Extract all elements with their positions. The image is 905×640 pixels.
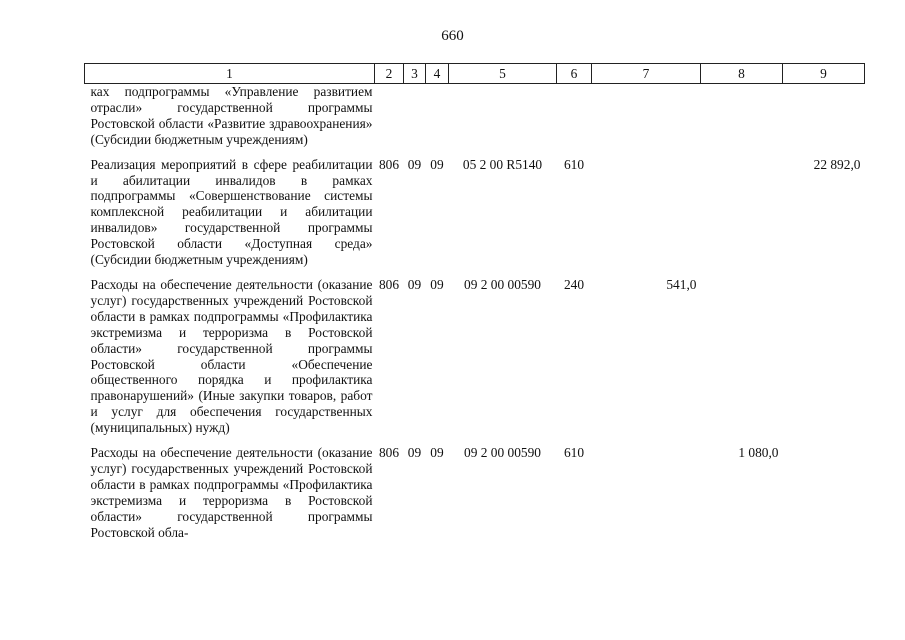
cell-col-6: 240 — [563, 276, 585, 292]
cell-col-6: 610 — [563, 156, 585, 172]
cell-col-4 — [426, 84, 449, 153]
cell-col-9: 22 892,0 — [813, 156, 861, 172]
cell-col-7: 541,0 — [666, 276, 697, 292]
cell-col-3: 09 — [407, 156, 422, 172]
cell-col-4: 09 — [430, 276, 444, 292]
cell-col-3: 09 — [407, 276, 422, 292]
header-col-7: 7 — [592, 64, 701, 84]
budget-table — [84, 63, 865, 540]
header-col-3: 3 — [404, 64, 426, 84]
cell-col-3 — [404, 84, 426, 153]
cell-col-4: 09 — [430, 445, 444, 461]
row-description: Реализация мероприятий в сфере реабилитации и абилитации инвалидов в рамках подпрограммы «Совершенствование системы комплексной реабилитации и абилитации инвалидов» государственной программы Ростовской области «Доступная среда» (Субсидии бюджетным учреждениям) — [90, 156, 373, 268]
cell-col-9 — [783, 273, 865, 441]
header-col-5: 5 — [449, 64, 557, 84]
cell-col-5: 09 2 00 00590 — [464, 445, 541, 461]
cell-col-5: 05 2 00 R5140 — [462, 156, 543, 172]
cell-col-4: 09 — [430, 156, 444, 172]
page-number: 660 — [441, 28, 464, 44]
row-description: ках подпрограммы «Управление развитием отрасли» государственной программы Ростовской области «Развитие здравоохранения» (Субсидии бюджетным учреждениям) — [90, 84, 373, 147]
cell-col-2 — [375, 84, 404, 153]
cell-col-7 — [592, 153, 701, 273]
cell-col-2: 806 — [378, 445, 400, 461]
cell-col-8 — [701, 153, 783, 273]
cell-col-3: 09 — [407, 445, 422, 461]
table-row — [85, 84, 865, 153]
cell-col-9 — [783, 441, 865, 540]
table-row — [85, 153, 865, 273]
cell-col-6 — [557, 84, 592, 153]
header-col-2: 2 — [375, 64, 404, 84]
cell-col-2: 806 — [378, 156, 400, 172]
header-col-4: 4 — [426, 64, 449, 84]
cell-col-5 — [449, 84, 557, 153]
cell-col-2: 806 — [378, 276, 400, 292]
cell-col-8: 1 080,0 — [738, 445, 779, 461]
cell-col-8 — [701, 273, 783, 441]
row-description: Расходы на обеспечение деятельности (оказание услуг) государственных учреждений Ростовской области в рамках подпрограммы «Профилактика экстремизма и терроризма в Ростовской области» государственной программы Ростовской обла- — [90, 445, 373, 540]
cell-col-5: 09 2 00 00590 — [464, 276, 541, 292]
cell-col-9 — [783, 84, 865, 153]
header-col-6: 6 — [557, 64, 592, 84]
table-row — [85, 441, 865, 540]
row-description: Расходы на обеспечение деятельности (оказание услуг) государственных учреждений Ростовской области в рамках подпрограммы «Профилактика экстремизма и терроризма в Ростовской области» государственной программы Ростовской области «Обеспечение общественного порядка и профилактика правонарушений» (Иные закупки товаров, работ и услуг для обеспечения государственных (муниципальных) нужд) — [90, 276, 373, 436]
table-header-row — [85, 64, 865, 84]
cell-col-7 — [592, 441, 701, 540]
header-col-9: 9 — [783, 64, 865, 84]
header-col-1: 1 — [85, 64, 375, 84]
header-col-8: 8 — [701, 64, 783, 84]
cell-col-7 — [592, 84, 701, 153]
table-row — [85, 273, 865, 441]
cell-col-8 — [701, 84, 783, 153]
cell-col-6: 610 — [563, 445, 585, 461]
